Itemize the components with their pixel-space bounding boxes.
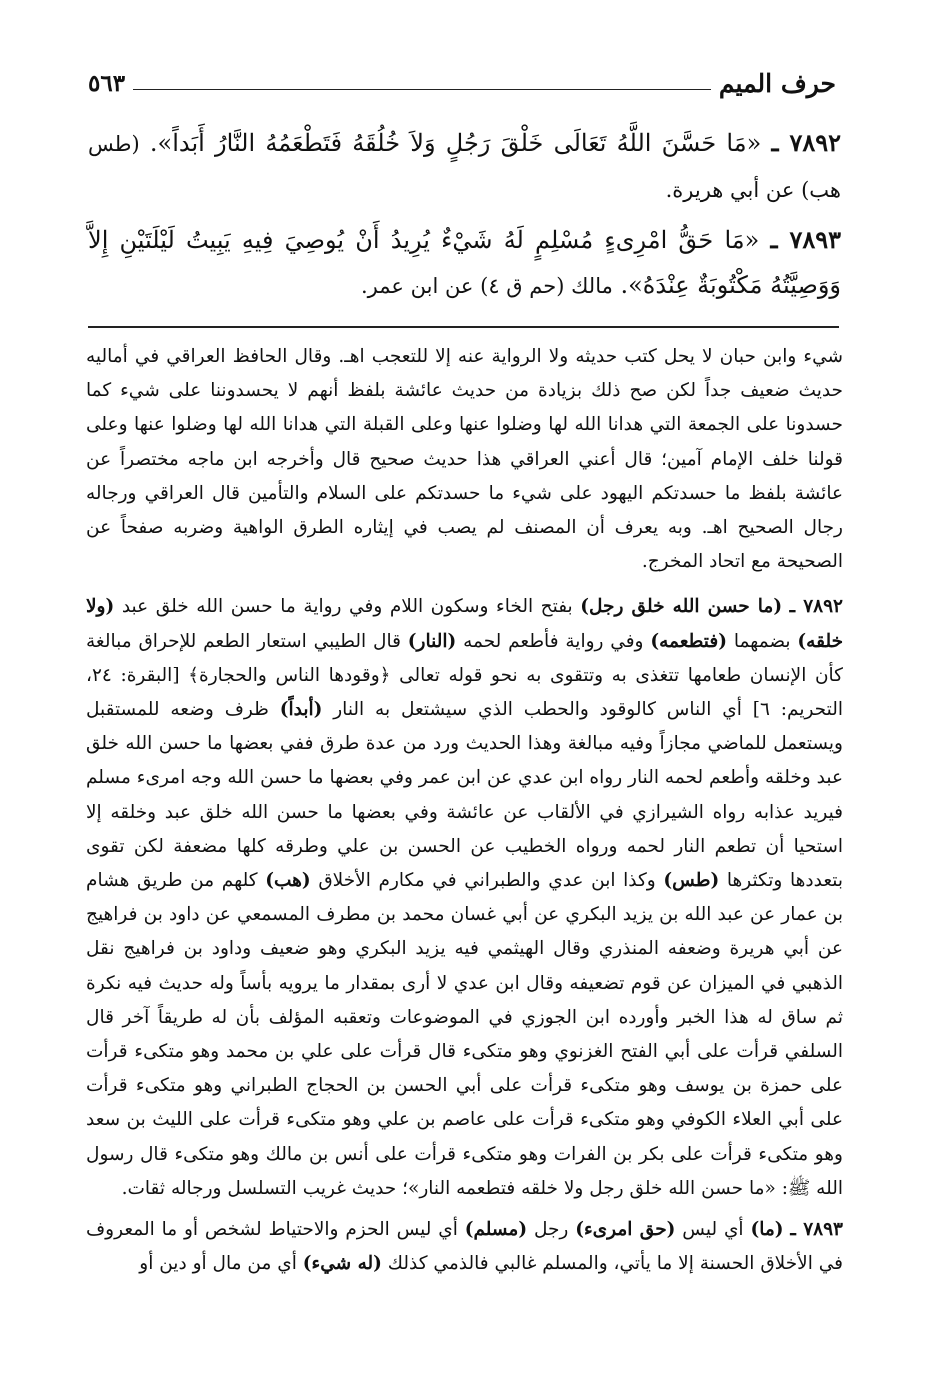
note-number: ٧٨٩٣ ـ <box>790 1219 843 1241</box>
note-lemma: (له شيء) <box>302 1253 382 1275</box>
note-text: بفتح الخاء وسكون اللام وفي رواية ما حسن الله خلق عبد <box>121 596 573 618</box>
note-text: ظرف وضعه للمستقبل ويستعمل للماضي مجازاً وفيه مبالغة وهذا الحديث ورد من عدة طرق ففي بعضها ما حسن الله خلق عبد وخلقه وأطعم لحمه النار رواه ابن عدي عن ابن عمر وفي بعضها ما حسن الله وجه امرىء مسلم فيريد عذابه رواه الشيرازي في الألقاب عن عائشة وفي بعضها ما حسن الله خلق عبد وخلقه إلا استحيا أن تطعم النار لحمه ورواه الخطيب عن الحسن بن علي وطرقه كلها مضعفة لكن تقوى بتعددها وتكثرها <box>86 699 844 892</box>
note-lemma: (مسلم) <box>464 1219 528 1241</box>
note-lemma: (حق امرىء) <box>575 1219 676 1241</box>
note-text: قال الطيبي استعار الطعم للإحراق مبالغة كأن الإنسان طعامها تتغذى به وتتقوى به نحو قوله تعالى ﴿وقودها الناس والحجارة﴾ [البقرة: ٢٤، التحريم: ٦] أي الناس كالوقود والحطب الذي سيشتعل به النار <box>86 630 843 721</box>
hadith-7892 <box>88 120 841 213</box>
hadith-text <box>88 120 841 313</box>
note-lemma: (طس) <box>663 870 720 892</box>
note-lemma: (ما) <box>750 1219 784 1241</box>
hadith-number: ٧٨٩٢ ـ <box>771 128 841 157</box>
header-rule <box>133 89 711 90</box>
note-text: رجل <box>533 1219 569 1241</box>
note-lemma: (أبداً) <box>279 699 323 721</box>
note-text: بضمهما <box>733 630 791 652</box>
note-text: وفي رواية فأطعم لحمه <box>463 630 644 652</box>
note-text: أي ليس <box>682 1219 744 1241</box>
note-text: أي ليس الحزم والاحتياط لشخص أو ما المعروف في الأخلاق الحسنة إلا ما يأتي، والمسلم غالبي فالذمي كذلك <box>86 1219 843 1275</box>
commentary <box>86 340 843 1288</box>
commentary-7893 <box>86 1213 843 1281</box>
note-lemma: (فتطعمه) <box>650 630 727 652</box>
note-number: ٧٨٩٢ ـ <box>789 596 843 618</box>
hadith-number: ٧٨٩٣ ـ <box>770 225 841 254</box>
hadith-matn: «مَا حَسَّنَ اللَّهُ تَعَالَى خَلْقَ رَجُلٍ وَلاَ خُلُقَهُ فَتَطْعَمُهُ النَّارُ أَبَداً». <box>149 129 762 157</box>
hadith-7893 <box>88 217 841 309</box>
section-divider <box>88 326 839 328</box>
note-lemma: (ما حسن الله خلق رجل) <box>580 596 783 618</box>
note-lemma: (ولا خلقه) <box>86 596 844 652</box>
note-text: كلهم من طريق هشام بن عمار عن عبد الله بن يزيد البكري عن أبي غسان محمد بن مطرف المسمعي عن داود بن فراهيج عن أبي هريرة وضعفه المنذري وقال الهيثمي فيه يزيد البكري وهو ضعيف وداود بن فراهيج نقل الذهبي في الميزان عن قوم تضعيفه وقال ابن عدي لا أرى بمقدار ما يرويه بأساً وله حديث فيه نكرة ثم ساق له هذا الخبر وأورده ابن الجوزي في الموضوعات وتعقبه المؤلف بأن له طريقاً آخر قال السلفي قرأت على أبي الفتح الغزنوي وهو متكىء قال قرأت على علي بن محمد وهو متكىء قرأت على حمزة بن يوسف وهو متكىء قرأت على أبي الحسن بن الحجاج الطبراني وهو متكىء قرأت على أبي العلاء الكوفي وهو متكىء قرأت على عاصم بن علي وهو متكىء قرأت على الليث بن سعد وهو متكىء قرأت على بكر بن الفرات وهو متكىء قرأت على أنس بن مالك وهو متكىء قال رسول الله ﷺ: «ما حسن الله خلق رجل ولا خلقه فتطعمه النار»؛ حديث غريب التسلسل ورجاله ثقات. <box>86 870 843 1199</box>
hadith-source: (طس هب) عن أبي هريرة. <box>88 132 841 202</box>
note-lemma: (هب) <box>265 870 311 892</box>
note-text: وكذا ابن عدي والطبراني في مكارم الأخلاق <box>318 870 656 892</box>
note-lemma: (النار) <box>407 630 457 652</box>
page-number: ٥٦٣ <box>88 69 126 97</box>
commentary-7892 <box>86 590 843 1206</box>
note-text: أي من مال أو دين أو <box>139 1253 297 1275</box>
hadith-source: مالك (حم ق ٤) عن ابن عمر. <box>361 274 613 298</box>
chapter-title: حرف الميم <box>718 68 836 98</box>
hadith-matn: «مَا حَقُّ امْرِىءٍ مُسْلِمٍ لَهُ شَيْءٌ يُرِيدُ أَنْ يُوصِيَ فِيهِ يَبِيتُ لَيْلَتَيْنِ إِلاَّ وَوَصِيَّتُهُ مَكْتُوبَةٌ عِنْدَهُ». <box>88 226 841 299</box>
commentary-continuation: شيء وابن حبان لا يحل كتب حديثه ولا الرواية عنه إلا للتعجب اهـ. وقال الحافظ العراقي في أماليه حديث ضعيف جداً لكن صح ذلك بزيادة من حديث عائشة بلفظ أنهم لا يحسدوننا على شيء كما حسدونا على الجمعة التي هدانا الله لها وضلوا عنها وعلى القبلة التي هدانا الله لها وضلوا عنها وعلى قولنا خلف الإمام آمين؛ قال أعني العراقي هذا حديث صحيح قال وأخرجه ابن ماجه مختصراً عن عائشة بلفظ ما حسدتكم اليهود على شيء ما حسدتكم على السلام والتأمين قال العراقي ورجاله رجال الصحيح اهـ. وبه يعرف أن المصنف لم يصب في إيثاره الطرق الواهية وضربه صفحاً عن الصحيحة مع اتحاد المخرج. <box>86 346 843 573</box>
page-header <box>88 66 836 100</box>
